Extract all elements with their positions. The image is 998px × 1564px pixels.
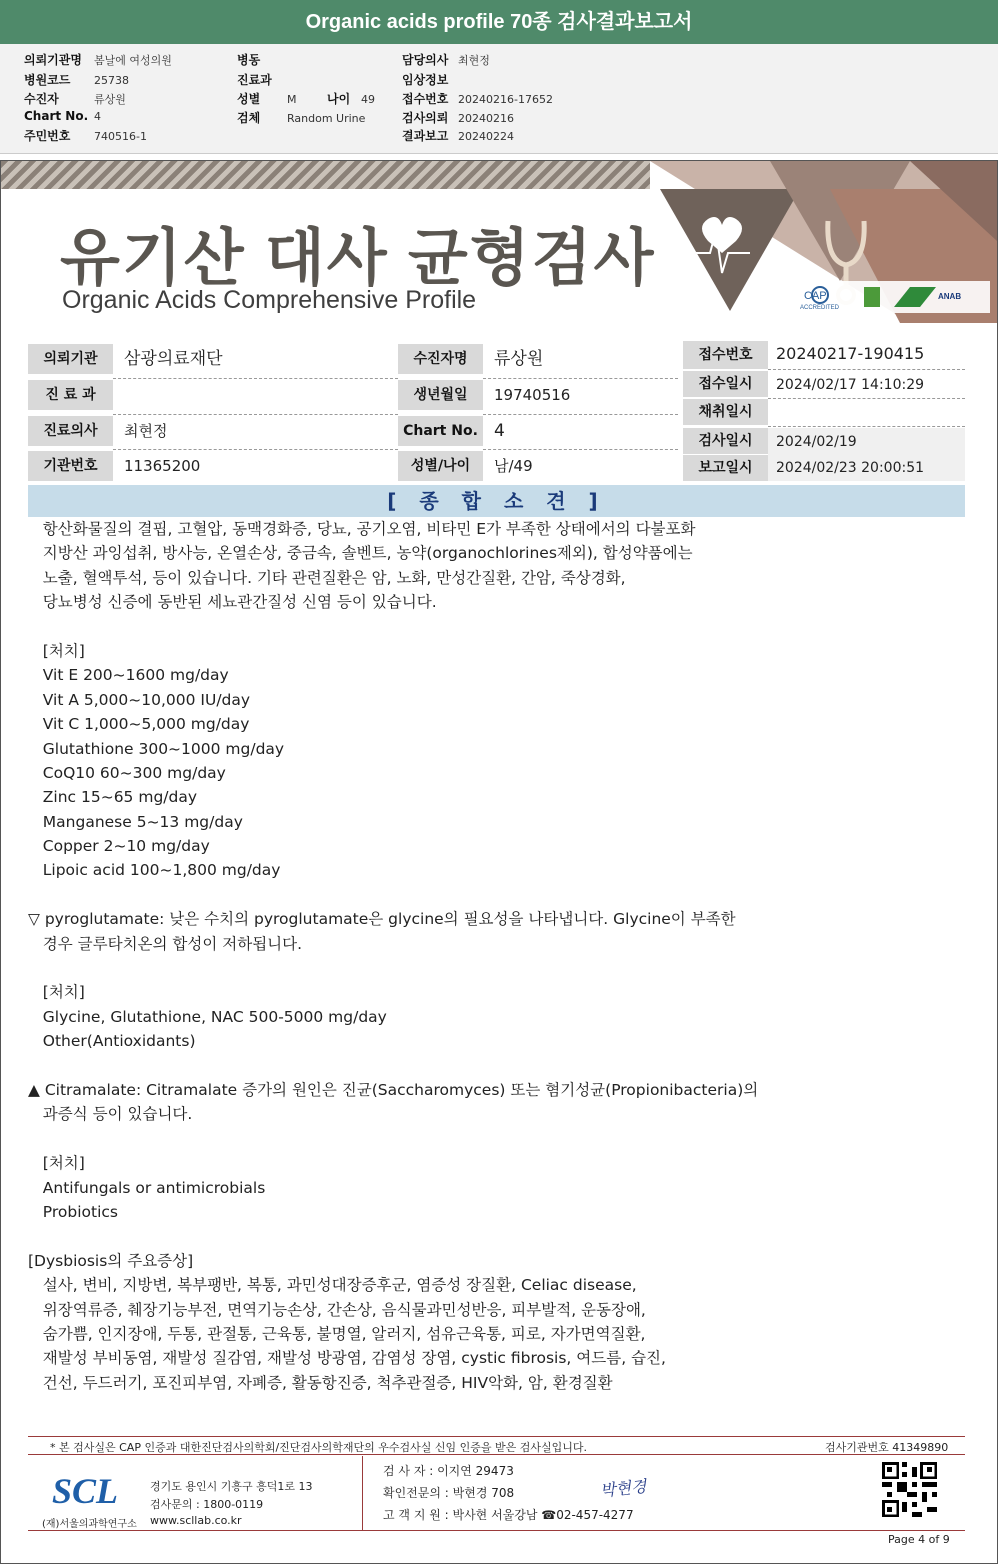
chart-value: 4 (94, 110, 101, 123)
summary-line (28, 1054, 968, 1078)
header-artwork (650, 161, 997, 323)
sex-age-label: 성별/나이 (398, 451, 483, 481)
footer-org-number: 검사기관번호 41349890 (825, 1441, 949, 1454)
summary-line: 위장역류증, 췌장기능부전, 면역기능손상, 간손상, 음식물과민성반응, 피부발적, 운동장애, (28, 1300, 646, 1319)
summary-line: Other(Antioxidants) (28, 1032, 196, 1051)
institution-no-value: 11365200 (124, 457, 201, 475)
requester-label: 의뢰기관 (28, 344, 113, 374)
summary-line: [Dysbiosis의 주요증상] (28, 1251, 194, 1270)
tested-value: 2024/02/19 (768, 428, 965, 456)
summary-line: Vit C 1,000~5,000 mg/day (28, 715, 250, 734)
doctor-label: 담당의사 (402, 53, 449, 67)
confirmer: 확인전문의 : 박현경 708 (383, 1486, 515, 1500)
resident-value: 740516-1 (94, 130, 147, 143)
summary-line: 지방산 과잉섭취, 방사능, 온열손상, 중금속, 솔벤트, 농약(organochlorines제외), 합성약품에는 (28, 544, 693, 563)
summary-line (28, 615, 968, 639)
lab-website[interactable]: www.scllab.co.kr (150, 1514, 242, 1527)
summary-line: Vit A 5,000~10,000 IU/day (28, 690, 251, 709)
summary-line: Lipoic acid 100~1,800 mg/day (28, 861, 281, 880)
scl-logo: SCL (52, 1471, 119, 1511)
summary-line: Probiotics (28, 1202, 118, 1221)
summary-line: Copper 2~10 mg/day (28, 837, 210, 856)
specimen-value: Random Urine (287, 112, 366, 125)
received-label: 접수일시 (683, 371, 768, 397)
summary-line: Glycine, Glutathione, NAC 500-5000 mg/day (28, 1007, 387, 1026)
table-divider (113, 449, 398, 450)
sex-age-value: 남/49 (494, 457, 533, 475)
requester-value: 봄날에 여성의원 (94, 54, 172, 67)
signature: 박현경 (599, 1476, 648, 1501)
summary-line: [처치] (28, 983, 85, 1002)
summary-line (28, 1224, 968, 1248)
report-title-korean: 유기산 대사 균형검사 (60, 224, 656, 293)
footer-rule (28, 1530, 965, 1531)
doctor-label: 진료의사 (28, 416, 113, 446)
summary-line (28, 1127, 968, 1151)
footer-divider (362, 1456, 363, 1530)
header-stripe (1, 161, 661, 189)
sex-label: 성별 (237, 92, 261, 106)
summary-line: 건선, 두드러기, 포진피부염, 자폐증, 활동항진증, 척추관절증, HIV악화, 암, 환경질환 (28, 1373, 613, 1392)
summary-line: [처치] (28, 641, 85, 660)
recipient-label: 수진자 (24, 92, 59, 106)
chart-value: 4 (494, 421, 505, 441)
lab-address: 경기도 용인시 기흥구 흥덕1로 13 (150, 1480, 313, 1493)
summary-line: ▲ Citramalate: Citramalate 증가의 원인은 진균(Saccharomyces) 또는 혐기성균(Propionibacteria)의 (28, 1080, 759, 1099)
reported-label: 보고일시 (683, 455, 768, 481)
accession-label: 접수번호 (402, 92, 449, 106)
summary-line: Vit E 200~1600 mg/day (28, 666, 229, 685)
top-info-panel (0, 44, 998, 154)
page-number: Page 4 of 9 (888, 1533, 950, 1546)
chart-label: Chart No. (24, 109, 89, 123)
hospital-code-value: 25738 (94, 74, 129, 87)
table-divider (483, 449, 678, 450)
footer-rule (28, 1454, 965, 1455)
summary-line (28, 956, 968, 980)
tested-label: 검사일시 (683, 428, 768, 454)
recipient-value: 류상원 (94, 93, 126, 106)
table-divider (113, 414, 398, 415)
summary-line: Antifungals or antimicrobials (28, 1178, 266, 1197)
summary-line: 숨가쁨, 인지장애, 두통, 관절통, 근육통, 불명열, 알러지, 섬유근육통, 피로, 자가면역질환, (28, 1324, 646, 1343)
collected-label: 채취일시 (683, 399, 768, 425)
clinical-label: 임상정보 (402, 73, 449, 87)
summary-title: [ 종 합 소 견 ] (28, 485, 965, 517)
dept-label: 진 료 과 (28, 380, 113, 410)
table-divider (113, 378, 398, 379)
patient-label: 수진자명 (398, 344, 483, 374)
summary-line: 설사, 변비, 지방변, 복부팽반, 복통, 과민성대장증후군, 염증성 장질환, Celiac disease, (28, 1276, 637, 1295)
received-value: 2024/02/17 14:10:29 (776, 377, 925, 393)
reported-value: 2024/02/23 20:00:51 (768, 455, 965, 481)
lab-inquiry: 검사문의 : 1800-0119 (150, 1498, 264, 1511)
summary-line: CoQ10 60~300 mg/day (28, 763, 226, 782)
table-divider (483, 414, 678, 415)
cap-logo-sub: ACCREDITED (800, 305, 840, 311)
accession-label: 접수번호 (683, 341, 768, 369)
report-date-label: 결과보고 (402, 129, 449, 143)
requester-value: 삼광의료재단 (124, 349, 223, 369)
lab-name: (재)서울의과학연구소 (42, 1519, 137, 1530)
report-date-value: 20240224 (458, 130, 514, 143)
summary-line: Glutathione 300~1000 mg/day (28, 739, 285, 758)
summary-line: 노출, 혈액투석, 등이 있습니다. 기타 관련질환은 암, 노화, 만성간질환, 간암, 죽상경화, (28, 568, 626, 587)
age-label: 나이 (327, 92, 351, 106)
request-date-value: 20240216 (458, 112, 514, 125)
report-banner-title: Organic acids profile 70종 검사결과보고서 (0, 0, 998, 44)
summary-line: 재발성 부비동염, 재발성 질감염, 재발성 방광염, 감염성 장염, cystic fibrosis, 여드름, 습진, (28, 1349, 666, 1368)
patient-value: 류상원 (494, 349, 544, 369)
cap-logo-text: CAP (804, 290, 827, 302)
requester-label: 의뢰기관명 (24, 53, 82, 67)
resident-label: 주민번호 (24, 129, 71, 143)
specimen-label: 검체 (237, 111, 261, 125)
request-date-label: 검사의뢰 (402, 111, 449, 125)
summary-line: Zinc 15~65 mg/day (28, 788, 198, 807)
summary-line: ▽ pyroglutamate: 낮은 수치의 pyroglutamate은 glycine의 필요성을 나타냅니다. Glycine이 부족한 (28, 910, 736, 929)
sex-value: M (287, 93, 297, 106)
table-divider (768, 398, 965, 399)
summary-line: 당뇨병성 신증에 동반된 세뇨관간질성 신염 등이 있습니다. (28, 593, 437, 612)
summary-line: 항산화물질의 결핍, 고혈압, 동맥경화증, 당뇨, 공기오염, 비타민 E가 부족한 상태에서의 다불포화 (28, 520, 696, 538)
customer-support: 고 객 지 원 : 박사현 서울강남 ☎02-457-4277 (383, 1508, 634, 1522)
summary-line: 경우 글루타치온의 합성이 저하됩니다. (28, 934, 303, 953)
hospital-code-label: 병원코드 (24, 73, 71, 87)
footer-rule (28, 1436, 965, 1437)
birth-value: 19740516 (494, 386, 571, 404)
doctor-value: 최현정 (458, 54, 490, 67)
table-divider (768, 369, 965, 370)
summary-line: [처치] (28, 1154, 85, 1173)
dept-label: 진료과 (237, 73, 272, 87)
accession-value: 20240216-17652 (458, 93, 553, 106)
report-title-english: Organic Acids Comprehensive Profile (62, 286, 477, 314)
doctor-value: 최현정 (124, 422, 168, 440)
footer-certification-note: * 본 검사실은 CAP 인증과 대한진단검사의학회/진단검사의학재단의 우수검사실 신임 인증을 받은 검사실입니다. (50, 1441, 588, 1454)
anab-logo-text: ANAB (938, 292, 962, 301)
institution-no-label: 기관번호 (28, 451, 113, 481)
table-divider (768, 426, 965, 427)
ward-label: 병동 (237, 53, 261, 67)
birth-label: 생년월일 (398, 380, 483, 410)
summary-line: Manganese 5~13 mg/day (28, 812, 243, 831)
table-divider (483, 378, 678, 379)
summary-line (28, 883, 968, 907)
summary-line: 과증식 등이 있습니다. (28, 1105, 193, 1124)
chart-label: Chart No. (398, 416, 483, 446)
summary-body (28, 517, 968, 1395)
tester: 검 사 자 : 이지연 29473 (383, 1464, 514, 1478)
qr-code-icon (882, 1462, 937, 1517)
accession-value: 20240217-190415 (776, 344, 925, 363)
age-value: 49 (361, 93, 375, 106)
